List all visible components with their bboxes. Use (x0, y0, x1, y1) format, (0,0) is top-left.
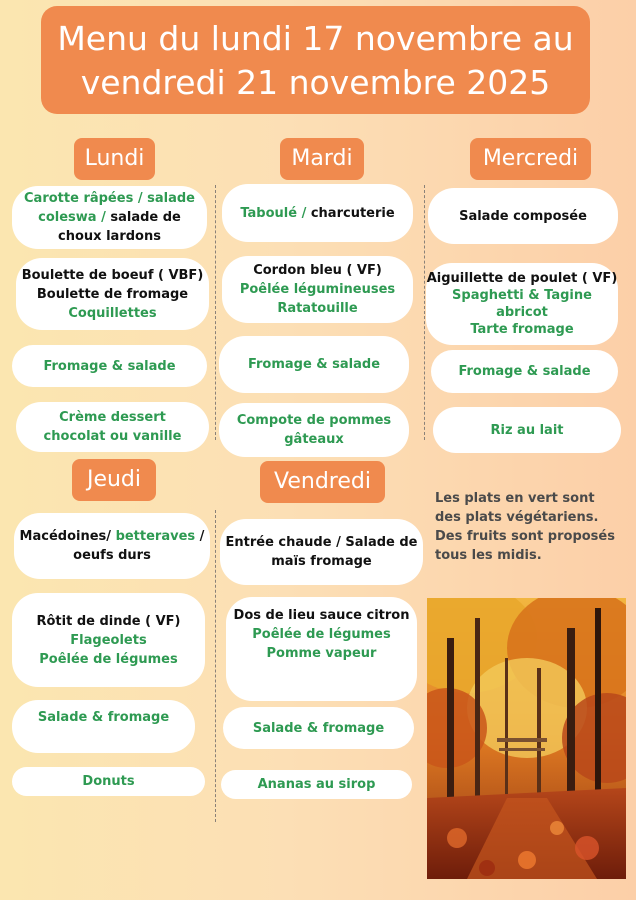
mardi-fromage (219, 336, 409, 393)
lundi-plat-line2: Boulette de fromage (36, 286, 189, 302)
jeudi-entree (14, 513, 210, 579)
day-header-jeudi: Jeudi (72, 459, 156, 501)
mardi-entree-a: Taboulé / (240, 205, 311, 221)
note-line4: tous les midis. (435, 548, 542, 563)
lundi-entree (12, 186, 207, 249)
jeudi-dessert-label: Donuts (82, 774, 135, 789)
jeudi-plat-line3: Poêlée de légumes (39, 651, 178, 667)
vendredi-dessert-label: Ananas au sirop (257, 777, 376, 792)
day-header-mardi: Mardi (280, 138, 364, 180)
vendredi-entree-line1: Entrée chaude / Salade de (225, 535, 418, 550)
note-line1: Les plats en vert sont (435, 491, 595, 506)
jeudi-plat (12, 593, 205, 687)
lundi-dessert-line2: chocolat ou vanille (43, 429, 182, 444)
vendredi-fromage (223, 707, 414, 749)
vendredi-entree (220, 519, 423, 585)
vendredi-plat-line2: Poêlée de légumes (252, 626, 391, 642)
mercredi-plat-line2: Spaghetti & Tagine (452, 288, 592, 303)
lundi-plat-line3: Coquillettes (68, 305, 157, 321)
mardi-entree (222, 184, 413, 242)
note-line2: des plats végétariens. (435, 510, 599, 525)
vendredi-entree-line2: maïs fromage (271, 554, 372, 569)
vendredi-fromage-label: Salade & fromage (252, 720, 385, 736)
jeudi-entree-c: / (195, 529, 205, 544)
vendredi-plat-line1: Dos de lieu sauce citron (233, 607, 410, 623)
lundi-fromage-label: Fromage & salade (43, 358, 176, 374)
autumn-forest-image (427, 598, 626, 879)
mardi-dessert (219, 403, 409, 457)
mardi-entree-b: charcuterie (310, 205, 395, 221)
mercredi-plat-line1: Aiguillette de poulet ( VF) (426, 271, 618, 286)
day-header-lundi: Lundi (74, 138, 155, 180)
mercredi-plat-line4: Tarte fromage (470, 322, 574, 337)
mercredi-entree-label: Salade composée (459, 208, 587, 224)
day-header-mercredi: Mercredi (470, 138, 591, 180)
jeudi-entree-b: betteraves (115, 529, 196, 544)
menu-title (41, 6, 590, 114)
mercredi-fromage (431, 350, 618, 393)
menu-title-line2: vendredi 21 novembre 2025 (80, 63, 551, 102)
note-line3: Des fruits sont proposés (435, 529, 615, 544)
mardi-dessert-line2: gâteaux (284, 432, 344, 447)
vegetarian-note (435, 489, 625, 565)
vendredi-plat-line3: Pomme vapeur (266, 645, 377, 661)
jeudi-fromage-label: Salade & fromage (37, 710, 170, 725)
menu-title-line1: Menu du lundi 17 novembre au (57, 19, 574, 58)
mercredi-plat (426, 263, 618, 345)
jeudi-entree-line2: oeufs durs (73, 548, 151, 563)
mardi-plat (222, 256, 413, 323)
lundi-plat (16, 258, 209, 330)
mercredi-plat-line3: abricot (496, 305, 548, 320)
lundi-entree-line3: choux lardons (58, 229, 161, 244)
lundi-entree-line2a: coleswa / (38, 210, 111, 225)
jeudi-fromage (12, 700, 195, 753)
vendredi-plat (226, 597, 417, 701)
day-header-vendredi: Vendredi (260, 461, 385, 503)
lundi-plat-line1: Boulette de boeuf ( VBF) (21, 267, 204, 283)
mercredi-fromage-label: Fromage & salade (458, 364, 591, 379)
lundi-entree-line2b: salade de (110, 210, 181, 225)
lundi-dessert (16, 402, 209, 452)
column-separator (215, 185, 216, 440)
column-separator (424, 185, 425, 440)
mardi-plat-line3: Ratatouille (277, 301, 358, 316)
mardi-plat-line2: Poêlée légumineuses (239, 282, 396, 297)
column-separator (215, 510, 216, 822)
mercredi-dessert-label: Riz au lait (490, 422, 564, 438)
mercredi-entree (428, 188, 618, 244)
mardi-plat-line1: Cordon bleu ( VF) (253, 263, 382, 278)
lundi-fromage (12, 345, 207, 387)
jeudi-plat-line2: Flageolets (70, 632, 147, 648)
jeudi-dessert (12, 767, 205, 796)
mercredi-dessert (433, 407, 621, 453)
jeudi-entree-a: Macédoines/ (19, 529, 116, 544)
lundi-entree-line1: Carotte râpées / salade (24, 191, 195, 206)
lundi-dessert-line1: Crème dessert (59, 410, 166, 425)
mardi-dessert-line1: Compote de pommes (236, 413, 392, 428)
mardi-fromage-label: Fromage & salade (247, 357, 381, 372)
vendredi-dessert (221, 770, 412, 799)
jeudi-plat-line1: Rôtit de dinde ( VF) (36, 613, 181, 629)
